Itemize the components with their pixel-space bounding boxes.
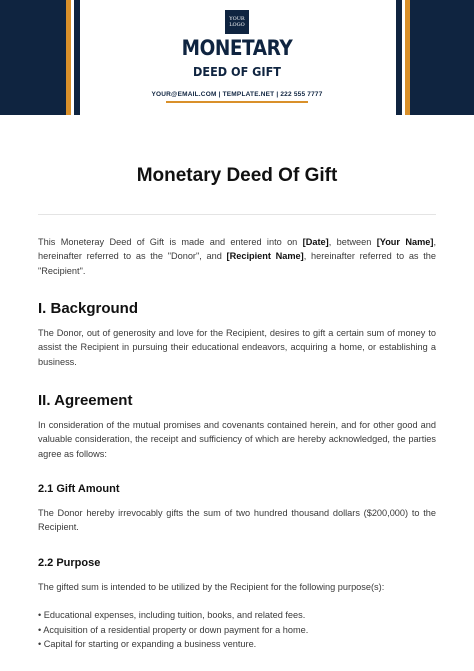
purpose-heading: 2.2 Purpose — [38, 557, 101, 569]
agreement-paragraph: In consideration of the mutual promises and covenants contained herein, and for other good and valuable consideration, the receipt and sufficiency of which are hereby acknowledged, the parties agree as follows: — [38, 420, 436, 459]
list-item: • Capital for starting or expanding a business venture. — [38, 637, 436, 652]
recipient-name-placeholder: [Recipient Name] — [226, 251, 304, 262]
background-paragraph: The Donor, out of generosity and love for the Recipient, desires to gift a certain sum of money to assist the Recipient in pursuing their educational endeavors, acquiring a home, or establishing a business. — [38, 328, 436, 367]
your-name-placeholder: [Your Name] — [376, 237, 434, 247]
intro-paragraph: This Moneteray Deed of Gift is made and entered into on [Date], between [Your Name], hereinafter referred to as the "Donor", and [Recipient Name], hereinafter referred to as the "Recipient". — [38, 237, 436, 276]
background-heading: I. Background — [38, 300, 139, 317]
gift-amount-heading: 2.1 Gift Amount — [38, 483, 120, 495]
contact-info: YOUR@EMAIL.COM | TEMPLATE.NET | 222 555 7777 — [151, 91, 323, 98]
brand-subtitle: DEED OF GIFT — [193, 64, 281, 79]
document-title: Monetary Deed Of Gift — [136, 165, 338, 186]
purpose-paragraph: The gifted sum is intended to be utilized by the Recipient for the following purpose(s): — [38, 582, 385, 592]
date-placeholder: [Date] — [302, 237, 329, 247]
purpose-list — [38, 608, 436, 652]
contact-underline — [166, 101, 308, 103]
brand-title: MONETARY — [181, 36, 293, 60]
list-item: • Educational expenses, including tuition, books, and related fees. — [38, 608, 436, 623]
agreement-heading: II. Agreement — [38, 392, 133, 409]
list-item: • Acquisition of a residential property or down payment for a home. — [38, 623, 436, 638]
company-logo: YOUR LOGO — [225, 10, 249, 34]
title-divider — [38, 214, 436, 215]
gift-amount-paragraph: The Donor hereby irrevocably gifts the sum of two hundred thousand dollars ($200,000) to the Recipient. — [38, 508, 436, 533]
header-banner — [0, 0, 474, 115]
